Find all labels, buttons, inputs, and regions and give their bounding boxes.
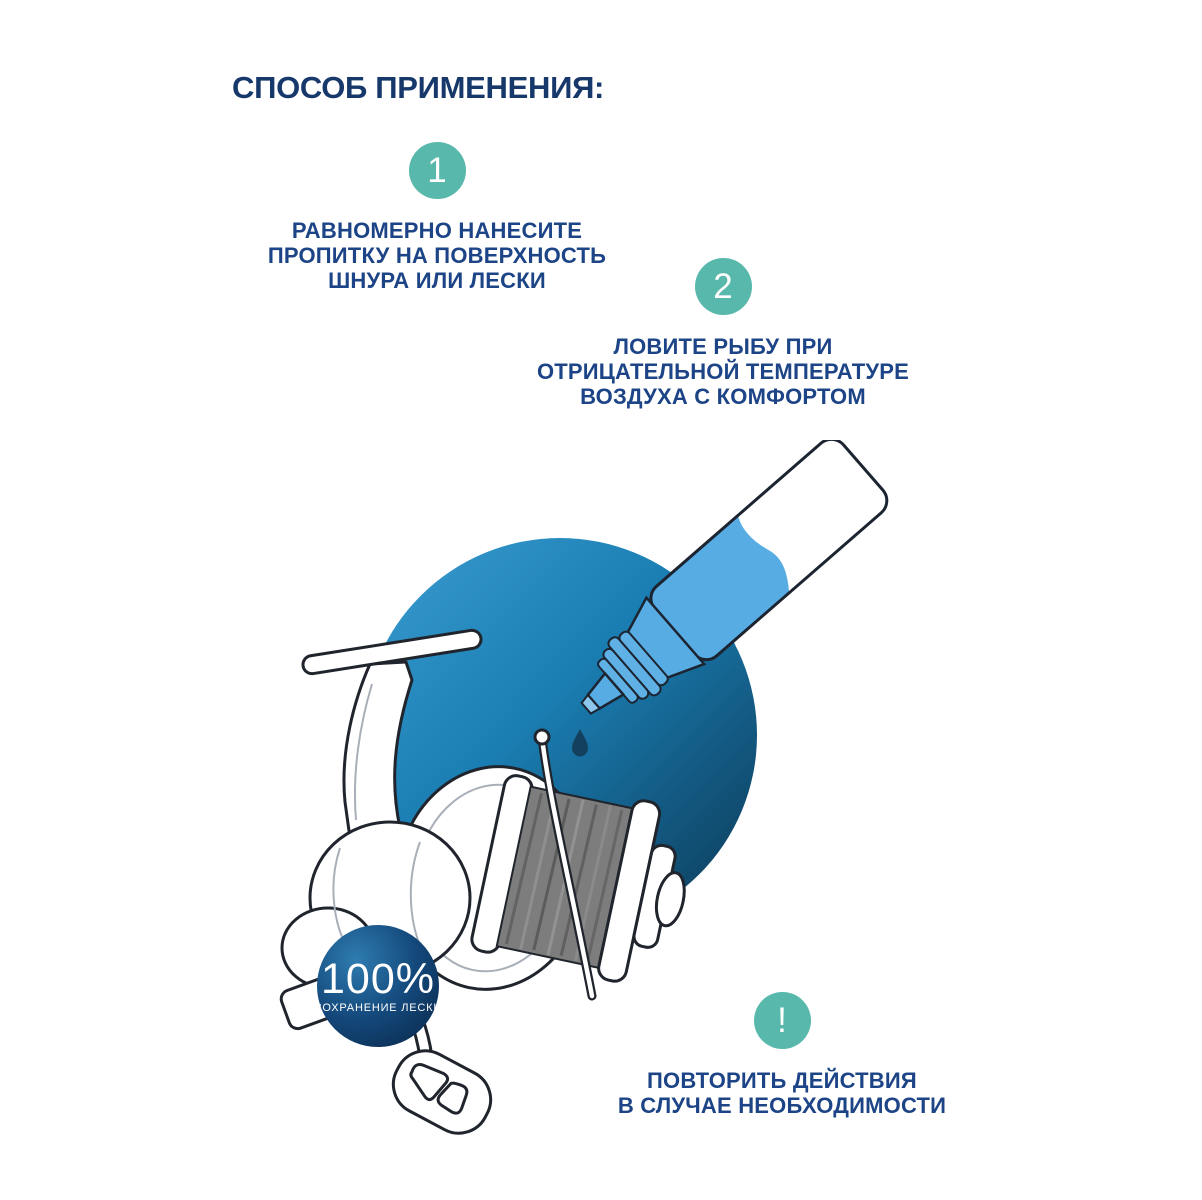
- step-2-line-2: ОТРИЦАТЕЛЬНОЙ ТЕМПЕРАТУРЕ: [536, 359, 910, 384]
- step-2-line-1: ЛОВИТЕ РЫБУ ПРИ: [613, 334, 833, 359]
- step-1-line-3: ШНУРА ИЛИ ЛЕСКИ: [328, 268, 546, 293]
- step-1-line-2: ПРОПИТКУ НА ПОВЕРХНОСТЬ: [267, 243, 607, 268]
- step-1-number-badge: 1: [409, 142, 466, 199]
- result-badge-label: СОХРАНЕНИЕ ЛЕСКИ: [313, 1002, 443, 1014]
- page-title: СПОСОБ ПРИМЕНЕНИЯ:: [232, 70, 605, 105]
- result-badge-value: 100%: [321, 955, 435, 1003]
- step-2-number-badge: 2: [695, 258, 752, 315]
- step-2: [523, 258, 923, 409]
- warning-line-2: В СЛУЧАЕ НЕОБХОДИМОСТИ: [617, 1093, 947, 1118]
- exclamation-badge: !: [754, 992, 811, 1049]
- warning-line-1: ПОВТОРИТЬ ДЕЙСТВИЯ: [647, 1068, 917, 1093]
- step-2-line-3: ВОЗДУХА С КОМФОРТОМ: [580, 384, 866, 409]
- line-roller: [535, 730, 549, 744]
- step-2-text: [523, 334, 923, 409]
- step-1-line-1: РАВНОМЕРНО НАНЕСИТЕ: [291, 218, 583, 243]
- application-illustration: [270, 440, 890, 1150]
- handle-knob: [383, 1040, 501, 1143]
